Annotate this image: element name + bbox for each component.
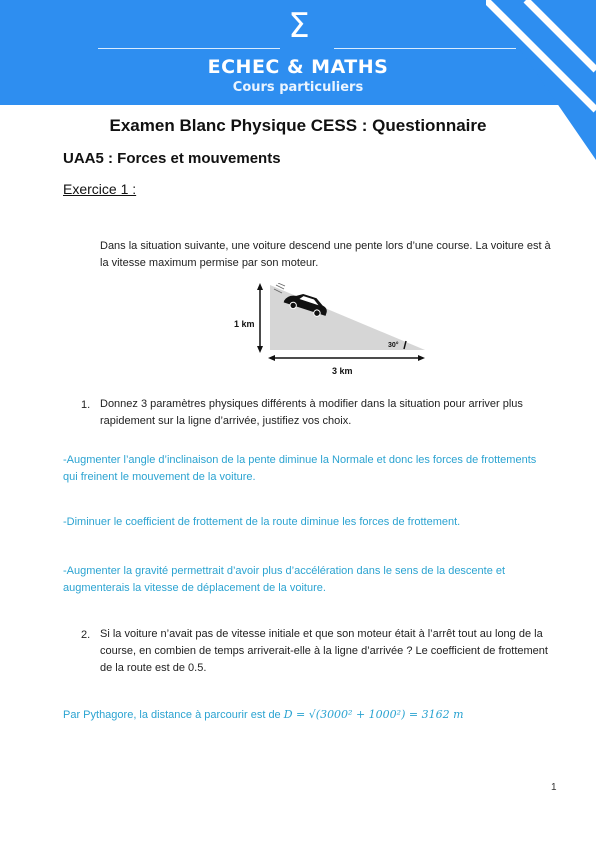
brand-name: ECHEC & MATHS	[207, 56, 389, 78]
question-2-number: 2.	[81, 629, 91, 641]
angle-label: 30°	[388, 342, 399, 349]
answer-4-formula: D = √(3000² + 1000²) = 3162 m	[283, 708, 464, 721]
question-1-line-2: rapidement sur la ligne d’arrivée, justifiez vos choix.	[100, 415, 352, 427]
answer-4	[63, 706, 464, 724]
brand-tagline: Cours particuliers	[232, 80, 364, 95]
question-2-line-3: de la route est de 0.5.	[100, 662, 207, 674]
answer-4-text: Par Pythagore, la distance à parcourir est de	[63, 709, 284, 721]
answer-1-line-1: -Augmenter l’angle d’inclinaison de la pente diminue la Normale et donc les forces de frottements	[63, 454, 537, 466]
logo-rule-left	[98, 48, 280, 49]
slope-triangle	[270, 285, 425, 350]
answer-1-line-2: qui freinent le mouvement de la voiture.	[63, 471, 256, 483]
slope-figure	[230, 283, 430, 378]
page-number: 1	[551, 782, 557, 793]
question-1-line-1: Donnez 3 paramètres physiques différents à modifier dans la situation pour arriver plus	[100, 398, 523, 410]
intro-line-2: la vitesse maximum permise par son moteur.	[100, 257, 319, 269]
page-title: Examen Blanc Physique CESS : Questionnaire	[109, 116, 487, 135]
base-label: 3 km	[332, 366, 353, 376]
motion-line	[278, 283, 285, 286]
unit-heading: UAA5 : Forces et mouvements	[63, 150, 281, 167]
height-label: 1 km	[234, 319, 255, 329]
corner-decoration	[486, 0, 596, 160]
answer-3-line-1: -Augmenter la gravité permettrait d’avoir plus d’accélération dans le sens de la descente et	[63, 565, 506, 577]
question-2-line-2: course, en combien de temps arriverait-elle à la ligne d’arrivée ? Le coefficient de frottement	[100, 645, 548, 657]
question-1-number: 1.	[81, 399, 91, 411]
exercise-heading: Exercice 1 :	[63, 181, 137, 197]
answer-3-line-2: augmenterais la vitesse de déplacement de la voiture.	[63, 582, 326, 594]
answer-2-line-1: -Diminuer le coefficient de frottement de la route diminue les forces de frottement.	[63, 516, 461, 528]
sigma-logo-icon: Σ	[288, 6, 310, 46]
intro-line-1: Dans la situation suivante, une voiture descend une pente lors d’une course. La voiture est à	[100, 240, 551, 252]
question-2-line-1: Si la voiture n’avait pas de vitesse initiale et que son moteur était à l’arrêt tout au long de la	[100, 628, 543, 640]
